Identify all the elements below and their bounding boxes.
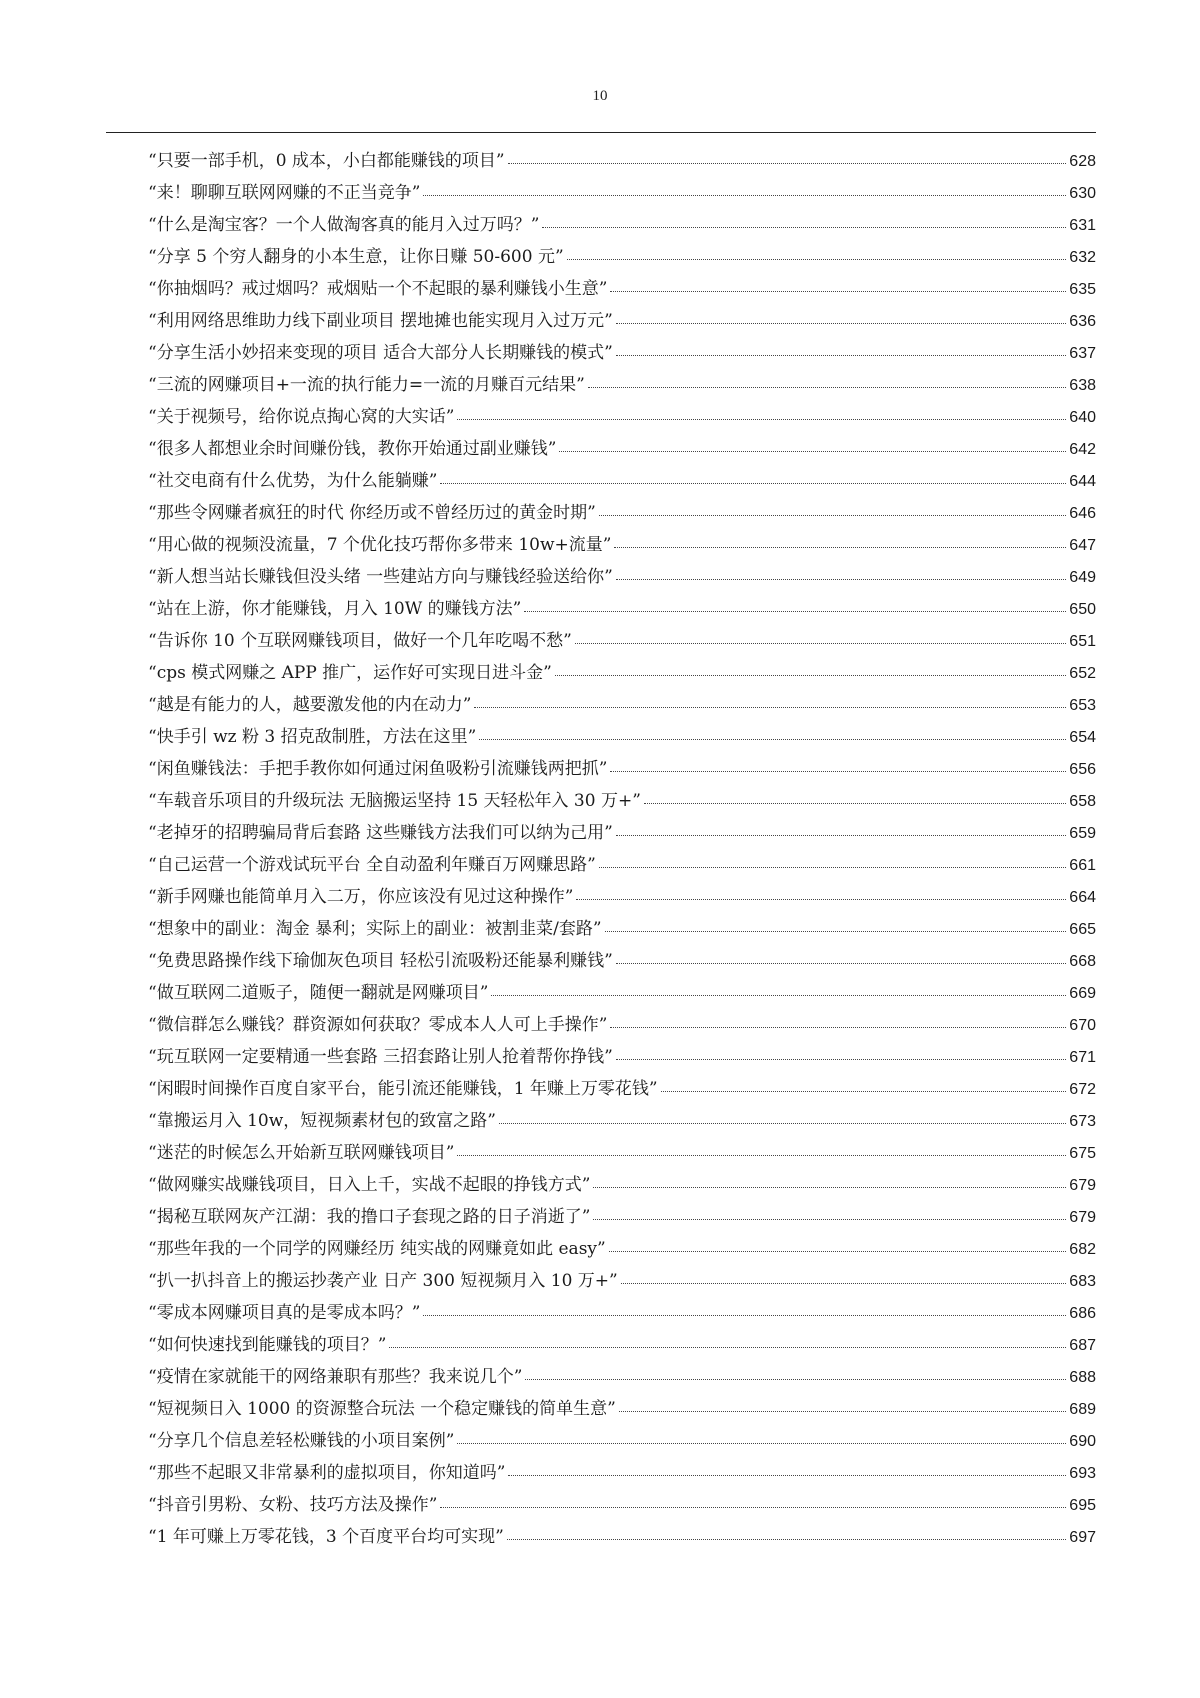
toc-entry-title: “分享 5 个穷人翻身的小本生意，让你日赚 50-600 元” — [148, 247, 564, 267]
toc-entry-page-number: 693 — [1069, 1465, 1096, 1482]
toc-entry[interactable] — [148, 785, 1096, 817]
toc-entry-title: “只要一部手机，0 成本，小白都能赚钱的项目” — [148, 151, 505, 171]
toc-entry[interactable] — [148, 689, 1096, 721]
toc-entry-title: “cps 模式网赚之 APP 推广，运作好可实现日进斗金” — [148, 663, 552, 683]
toc-entry[interactable] — [148, 561, 1096, 593]
toc-entry[interactable] — [148, 529, 1096, 561]
toc-entry[interactable] — [148, 241, 1096, 273]
toc-entry-page-number: 656 — [1069, 761, 1096, 778]
toc-dot-leader — [593, 1218, 1066, 1220]
toc-entry-title: “微信群怎么赚钱？群资源如何获取？零成本人人可上手操作” — [148, 1015, 608, 1035]
toc-entry[interactable] — [148, 369, 1096, 401]
toc-entry-title: “越是有能力的人，越要激发他的内在动力” — [148, 695, 472, 715]
toc-entry-page-number: 636 — [1069, 313, 1096, 330]
toc-dot-leader — [616, 834, 1067, 836]
toc-entry-title: “玩互联网一定要精通一些套路 三招套路让别人抢着帮你挣钱” — [148, 1047, 613, 1067]
toc-entry-title: “分享生活小妙招来变现的项目 适合大部分人长期赚钱的模式” — [148, 343, 613, 363]
toc-dot-leader — [423, 194, 1066, 196]
toc-entry[interactable] — [148, 593, 1096, 625]
toc-entry-title: “站在上游，你才能赚钱，月入 10W 的赚钱方法” — [148, 599, 522, 619]
toc-entry[interactable] — [148, 625, 1096, 657]
toc-entry-title: “1 年可赚上万零花钱，3 个百度平台均可实现” — [148, 1527, 504, 1547]
toc-entry-page-number: 642 — [1069, 441, 1096, 458]
toc-entry-page-number: 644 — [1069, 473, 1096, 490]
toc-entry-page-number: 632 — [1069, 249, 1096, 266]
toc-entry-title: “社交电商有什么优势，为什么能躺赚” — [148, 471, 438, 491]
toc-entry-page-number: 650 — [1069, 601, 1096, 618]
toc-entry-page-number: 682 — [1069, 1241, 1096, 1258]
toc-dot-leader — [440, 482, 1066, 484]
toc-entry-page-number: 687 — [1069, 1337, 1096, 1354]
toc-entry-page-number: 668 — [1069, 953, 1096, 970]
toc-entry[interactable] — [148, 273, 1096, 305]
toc-dot-leader — [542, 226, 1066, 228]
toc-entry-title: “你抽烟吗？戒过烟吗？戒烟贴一个不起眼的暴利赚钱小生意” — [148, 279, 608, 299]
toc-entry-page-number: 664 — [1069, 889, 1096, 906]
toc-dot-leader — [609, 1250, 1067, 1252]
toc-entry[interactable] — [148, 1489, 1096, 1521]
toc-entry-page-number: 659 — [1069, 825, 1096, 842]
toc-entry-title: “新手网赚也能简单月入二万，你应该没有见过这种操作” — [148, 887, 574, 907]
toc-entry-title: “想象中的副业：淘金 暴利；实际上的副业：被割韭菜/套路” — [148, 919, 602, 939]
toc-dot-leader — [661, 1090, 1067, 1092]
toc-dot-leader — [619, 1410, 1066, 1412]
toc-entry[interactable] — [148, 305, 1096, 337]
toc-entry[interactable] — [148, 337, 1096, 369]
toc-entry-title: “如何快速找到能赚钱的项目？” — [148, 1335, 387, 1355]
toc-dot-leader — [616, 1058, 1067, 1060]
toc-entry[interactable] — [148, 657, 1096, 689]
toc-dot-leader — [555, 674, 1066, 676]
toc-entry[interactable] — [148, 1297, 1096, 1329]
toc-entry-title: “那些年我的一个同学的网赚经历 纯实战的网赚竟如此 easy” — [148, 1239, 606, 1259]
toc-entry-title: “用心做的视频没流量，7 个优化技巧帮你多带来 10w+流量” — [148, 535, 612, 555]
toc-entry-page-number: 637 — [1069, 345, 1096, 362]
toc-entry[interactable] — [148, 913, 1096, 945]
toc-entry-title: “很多人都想业余时间赚份钱，教你开始通过副业赚钱” — [148, 439, 557, 459]
toc-entry-page-number: 695 — [1069, 1497, 1096, 1514]
toc-entry[interactable] — [148, 849, 1096, 881]
toc-entry[interactable] — [148, 1265, 1096, 1297]
toc-dot-leader — [474, 706, 1066, 708]
toc-entry-page-number: 661 — [1069, 857, 1096, 874]
toc-dot-leader — [599, 866, 1067, 868]
toc-entry-page-number: 630 — [1069, 185, 1096, 202]
toc-dot-leader — [479, 738, 1066, 740]
toc-dot-leader — [614, 546, 1066, 548]
toc-entry-title: “短视频日入 1000 的资源整合玩法 一个稳定赚钱的简单生意” — [148, 1399, 616, 1419]
toc-entry-title: “分享几个信息差轻松赚钱的小项目案例” — [148, 1431, 455, 1451]
toc-entry[interactable] — [148, 433, 1096, 465]
toc-entry-title: “新人想当站长赚钱但没头绪 一些建站方向与赚钱经验送给你” — [148, 567, 613, 587]
toc-entry-page-number: 672 — [1069, 1081, 1096, 1098]
toc-entry[interactable] — [148, 465, 1096, 497]
toc-entry-page-number: 646 — [1069, 505, 1096, 522]
toc-dot-leader — [593, 1186, 1066, 1188]
toc-dot-leader — [599, 514, 1067, 516]
toc-dot-leader — [575, 642, 1066, 644]
toc-dot-leader — [610, 1026, 1066, 1028]
toc-entry[interactable] — [148, 145, 1096, 177]
toc-entry[interactable] — [148, 1073, 1096, 1105]
toc-entry-title: “做互联网二道贩子，随便一翻就是网赚项目” — [148, 983, 489, 1003]
toc-entry-title: “闲鱼赚钱法：手把手教你如何通过闲鱼吸粉引流赚钱两把抓” — [148, 759, 608, 779]
toc-entry-title: “来！聊聊互联网网赚的不正当竞争” — [148, 183, 421, 203]
toc-entry-title: “自己运营一个游戏试玩平台 全自动盈利年赚百万网赚思路” — [148, 855, 596, 875]
toc-entry-page-number: 647 — [1069, 537, 1096, 554]
toc-dot-leader — [605, 930, 1067, 932]
toc-entry-page-number: 640 — [1069, 409, 1096, 426]
toc-entry-title: “疫情在家就能干的网络兼职有那些？我来说几个” — [148, 1367, 523, 1387]
toc-entry[interactable] — [148, 1361, 1096, 1393]
toc-entry-page-number: 675 — [1069, 1145, 1096, 1162]
toc-entry-title: “利用网络思维助力线下副业项目 摆地摊也能实现月入过万元” — [148, 311, 613, 331]
toc-entry-title: “那些不起眼又非常暴利的虚拟项目，你知道吗” — [148, 1463, 506, 1483]
toc-entry-page-number: 638 — [1069, 377, 1096, 394]
toc-dot-leader — [389, 1346, 1066, 1348]
toc-entry-page-number: 653 — [1069, 697, 1096, 714]
toc-entry-title: “靠搬运月入 10w，短视频素材包的致富之路” — [148, 1111, 496, 1131]
toc-entry[interactable] — [148, 1393, 1096, 1425]
toc-dot-leader — [499, 1122, 1066, 1124]
toc-entry-page-number: 631 — [1069, 217, 1096, 234]
toc-entry-title: “那些令网赚者疯狂的时代 你经历或不曾经历过的黄金时期” — [148, 503, 596, 523]
toc-entry-title: “抖音引男粉、女粉、技巧方法及操作” — [148, 1495, 438, 1515]
toc-entry-page-number: 649 — [1069, 569, 1096, 586]
toc-dot-leader — [525, 1378, 1066, 1380]
toc-entry[interactable] — [148, 1457, 1096, 1489]
toc-dot-leader — [507, 1538, 1066, 1540]
toc-dot-leader — [508, 162, 1067, 164]
toc-entry-title: “关于视频号，给你说点掏心窝的大实话” — [148, 407, 455, 427]
toc-entry-title: “免费思路操作线下瑜伽灰色项目 轻松引流吸粉还能暴利赚钱” — [148, 951, 613, 971]
toc-entry-page-number: 670 — [1069, 1017, 1096, 1034]
toc-dot-leader — [621, 1282, 1067, 1284]
toc-entry-page-number: 669 — [1069, 985, 1096, 1002]
toc-entry-title: “迷茫的时候怎么开始新互联网赚钱项目” — [148, 1143, 455, 1163]
toc-dot-leader — [616, 962, 1067, 964]
toc-entry[interactable] — [148, 177, 1096, 209]
toc-entry-page-number: 635 — [1069, 281, 1096, 298]
toc-entry-title: “快手引 wz 粉 3 招克敌制胜，方法在这里” — [148, 727, 477, 747]
toc-entry[interactable] — [148, 1233, 1096, 1265]
toc-entry-title: “扒一扒抖音上的搬运抄袭产业 日产 300 短视频月入 10 万+” — [148, 1271, 618, 1291]
toc-entry-page-number: 652 — [1069, 665, 1096, 682]
table-of-contents — [148, 145, 1096, 1553]
toc-entry-title: “三流的网赚项目+一流的执行能力=一流的月赚百元结果” — [148, 375, 585, 395]
toc-entry[interactable] — [148, 753, 1096, 785]
toc-entry-title: “揭秘互联网灰产江湖：我的撸口子套现之路的日子消逝了” — [148, 1207, 591, 1227]
toc-entry-title: “什么是淘宝客？一个人做淘客真的能月入过万吗？” — [148, 215, 540, 235]
toc-entry[interactable] — [148, 945, 1096, 977]
header-rule — [106, 132, 1096, 133]
toc-entry[interactable] — [148, 817, 1096, 849]
toc-dot-leader — [457, 1442, 1066, 1444]
toc-entry-page-number: 683 — [1069, 1273, 1096, 1290]
toc-dot-leader — [588, 386, 1066, 388]
toc-entry-page-number: 651 — [1069, 633, 1096, 650]
toc-entry-page-number: 654 — [1069, 729, 1096, 746]
toc-dot-leader — [644, 802, 1066, 804]
toc-entry-page-number: 671 — [1069, 1049, 1096, 1066]
toc-dot-leader — [423, 1314, 1066, 1316]
toc-entry[interactable] — [148, 1425, 1096, 1457]
toc-entry[interactable] — [148, 881, 1096, 913]
toc-entry[interactable] — [148, 401, 1096, 433]
toc-entry-title: “告诉你 10 个互联网赚钱项目，做好一个几年吃喝不愁” — [148, 631, 572, 651]
toc-dot-leader — [567, 258, 1067, 260]
toc-dot-leader — [508, 1474, 1066, 1476]
toc-dot-leader — [524, 610, 1066, 612]
toc-entry[interactable] — [148, 721, 1096, 753]
toc-entry-page-number: 688 — [1069, 1369, 1096, 1386]
toc-dot-leader — [491, 994, 1066, 996]
toc-entry[interactable] — [148, 1169, 1096, 1201]
toc-dot-leader — [457, 1154, 1066, 1156]
toc-entry[interactable] — [148, 1329, 1096, 1361]
toc-entry[interactable] — [148, 1137, 1096, 1169]
toc-dot-leader — [457, 418, 1066, 420]
toc-entry-title: “做网赚实战赚钱项目，日入上千，实战不起眼的挣钱方式” — [148, 1175, 591, 1195]
toc-entry-page-number: 697 — [1069, 1529, 1096, 1546]
toc-entry[interactable] — [148, 1201, 1096, 1233]
toc-entry[interactable] — [148, 1105, 1096, 1137]
toc-entry[interactable] — [148, 497, 1096, 529]
toc-entry-page-number: 628 — [1069, 153, 1096, 170]
page-number: 10 — [592, 88, 608, 104]
toc-entry-title: “车载音乐项目的升级玩法 无脑搬运坚持 15 天轻松年入 30 万+” — [148, 791, 641, 811]
toc-dot-leader — [616, 322, 1067, 324]
toc-entry[interactable] — [148, 1521, 1096, 1553]
toc-entry-title: “零成本网赚项目真的是零成本吗？” — [148, 1303, 421, 1323]
toc-dot-leader — [559, 450, 1066, 452]
toc-entry-title: “老掉牙的招聘骗局背后套路 这些赚钱方法我们可以纳为己用” — [148, 823, 613, 843]
toc-dot-leader — [616, 354, 1067, 356]
toc-entry-page-number: 686 — [1069, 1305, 1096, 1322]
toc-entry-page-number: 690 — [1069, 1433, 1096, 1450]
toc-dot-leader — [440, 1506, 1066, 1508]
toc-entry[interactable] — [148, 209, 1096, 241]
toc-entry-page-number: 665 — [1069, 921, 1096, 938]
toc-dot-leader — [610, 770, 1066, 772]
toc-dot-leader — [616, 578, 1067, 580]
toc-entry-page-number: 689 — [1069, 1401, 1096, 1418]
toc-entry-title: “闲暇时间操作百度自家平台，能引流还能赚钱，1 年赚上万零花钱” — [148, 1079, 658, 1099]
toc-dot-leader — [610, 290, 1066, 292]
toc-entry-page-number: 679 — [1069, 1209, 1096, 1226]
toc-entry-page-number: 673 — [1069, 1113, 1096, 1130]
toc-entry[interactable] — [148, 1009, 1096, 1041]
toc-entry[interactable] — [148, 1041, 1096, 1073]
toc-entry-page-number: 679 — [1069, 1177, 1096, 1194]
toc-entry[interactable] — [148, 977, 1096, 1009]
toc-entry-page-number: 658 — [1069, 793, 1096, 810]
toc-dot-leader — [576, 898, 1066, 900]
